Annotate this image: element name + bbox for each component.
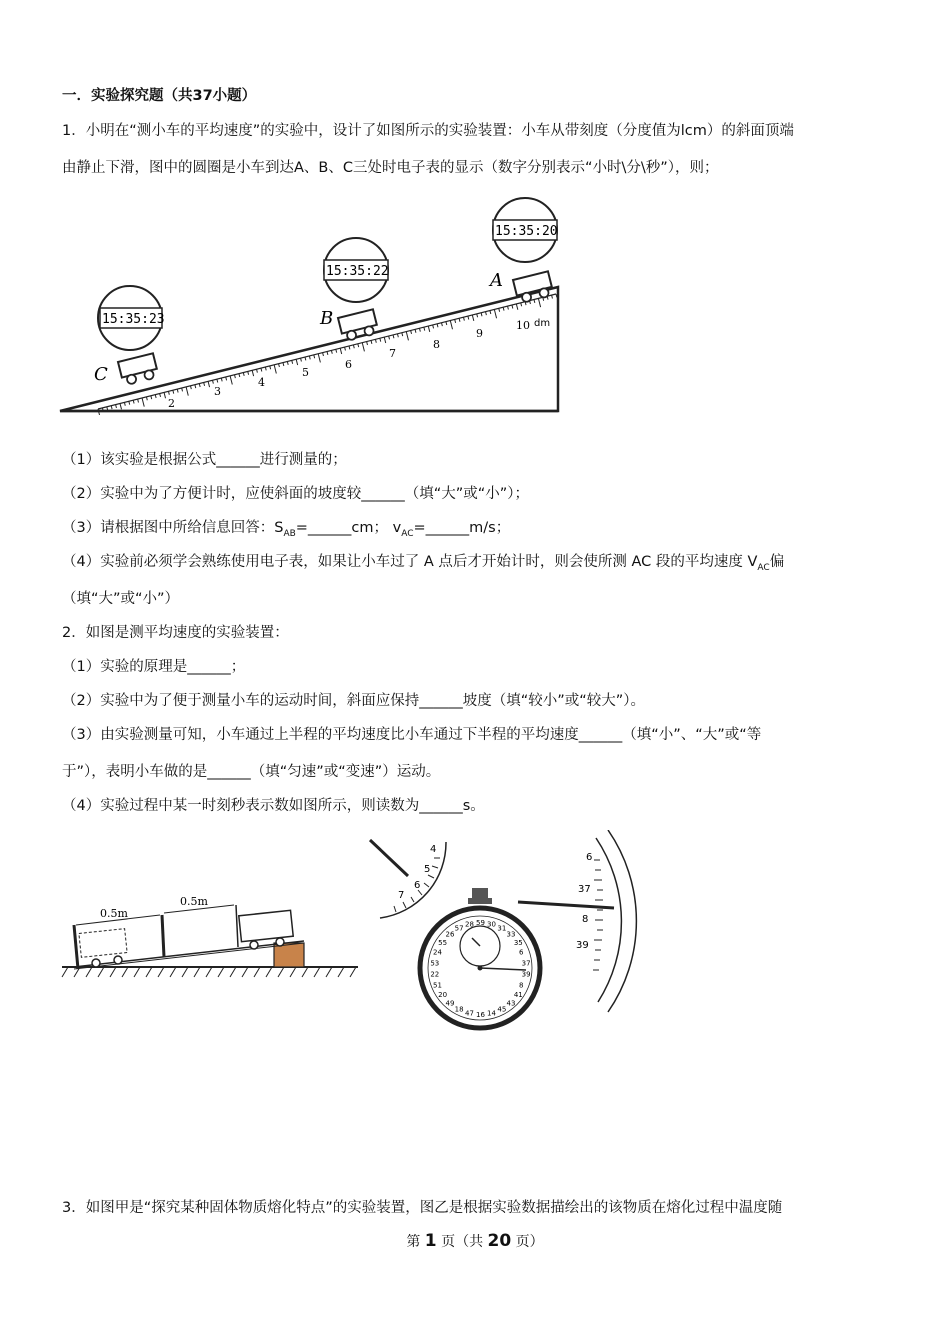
ruler-tick: [481, 313, 482, 316]
ruler-tick: [446, 322, 447, 325]
min-scale-label: 4: [430, 844, 437, 855]
ruler-tick: [556, 294, 557, 297]
q2-part3-line1: （3）由实验测量可知，小车通过上半程的平均速度比小车通过下半程的平均速度______（填“小”、“大”或“等: [62, 727, 762, 743]
ruler-tick: [208, 381, 209, 387]
ruler-tick: [173, 390, 174, 393]
ruler-tick: [190, 386, 191, 389]
ruler-tick: [534, 300, 535, 303]
ruler-tick: [142, 398, 144, 407]
ruler-tick: [490, 311, 491, 314]
clock-c-reading: 15:35:23: [102, 312, 165, 327]
min-scale-label: 6: [414, 880, 421, 891]
tick-label: 9: [476, 327, 483, 340]
distance-label-1: 0.5m: [100, 907, 128, 920]
tick-label: 8: [433, 338, 440, 351]
ruler-tick: [213, 380, 214, 383]
ruler-tick: [287, 361, 288, 364]
ruler-tick: [235, 375, 236, 378]
ruler-tick: [380, 338, 381, 341]
ruler-tick: [459, 318, 460, 321]
dial-label: 28: [464, 920, 474, 929]
ruler-tick: [160, 394, 161, 397]
ruler-tick: [111, 406, 112, 409]
tick-label: 3: [214, 385, 221, 398]
dial-label: 39: [521, 970, 531, 979]
ruler-tick: [168, 391, 169, 394]
ruler-tick: [270, 366, 271, 369]
ruler-tick: [243, 373, 244, 376]
ruler-tick: [424, 327, 425, 330]
dial-label: 49: [445, 999, 455, 1008]
ruler-tick: [204, 382, 205, 385]
sec-scale-label: 6: [586, 852, 593, 863]
ruler-tick: [336, 349, 337, 352]
ruler-tick: [120, 403, 121, 409]
ruler-tick: [411, 330, 412, 333]
ruler-tick: [107, 407, 108, 410]
ruler-tick: [419, 328, 420, 331]
ruler-tick: [327, 352, 328, 355]
ruler-tick: [133, 400, 134, 403]
ruler-tick: [503, 307, 504, 310]
tick-label: 4: [258, 376, 265, 389]
ruler-tick: [340, 348, 341, 354]
ruler-tick: [164, 392, 165, 398]
dial-label: 30: [487, 920, 496, 929]
q3-stem: 3．如图甲是“探究某种固体物质熔化特点”的实验装置，图乙是根据实验数据描绘出的该物质在熔化过程中温度随: [62, 1200, 783, 1216]
ruler-tick: [375, 339, 376, 342]
ruler-tick: [362, 343, 364, 352]
dial-label: 16: [476, 1011, 485, 1019]
ruler-tick: [472, 315, 473, 321]
ruler-tick: [221, 378, 222, 381]
ruler-tick: [433, 325, 434, 328]
ruler-tick: [274, 365, 276, 374]
ruler-tick: [309, 356, 310, 359]
ruler-tick: [177, 389, 178, 392]
q2-part4: （4）实验过程中某一时刻秒表示数如图所示，则读数为______s。: [62, 798, 485, 814]
ruler-tick: [397, 334, 398, 337]
q1-part1: （1）该实验是根据公式______进行测量的；: [62, 452, 347, 468]
dial-label: 31: [497, 924, 507, 933]
ruler-tick: [283, 363, 284, 366]
ruler-tick: [349, 346, 350, 349]
label-a: A: [490, 270, 503, 291]
ruler-tick: [248, 371, 249, 374]
sec-scale-label: 37: [578, 884, 591, 895]
ruler-tick: [450, 321, 452, 330]
unit-label: dm: [534, 318, 551, 329]
ruler-tick: [477, 314, 478, 317]
ruler-tick: [318, 354, 320, 363]
tick-label: 5: [302, 366, 309, 379]
ruler-tick: [257, 369, 258, 372]
dial-label: 41: [513, 991, 523, 1000]
ruler-tick: [393, 335, 394, 338]
q1-part4-line2: （填“大”或“小”）: [62, 591, 180, 607]
dial-label: 6: [519, 948, 524, 957]
dial-label: 43: [506, 999, 516, 1008]
sec-scale-label: 8: [582, 914, 589, 925]
q2-part2: （2）实验中为了便于测量小车的运动时间，斜面应保持______坡度（填“较小”或“较大”）。: [62, 693, 646, 709]
tick-label: 2: [168, 397, 175, 410]
top-car: [239, 910, 293, 941]
car-c: [118, 353, 159, 385]
ruler-tick: [182, 388, 183, 391]
tick-label: 10: [516, 319, 530, 332]
ruler-tick: [279, 364, 280, 367]
ruler-tick: [367, 342, 368, 345]
ruler-tick: [155, 395, 156, 398]
ruler-tick: [138, 399, 139, 402]
q2-part3-line2: 于”），表明小车做的是______（填“匀速”或“变速”）运动。: [62, 764, 441, 780]
distance-label-2: 0.5m: [180, 895, 208, 908]
clock-a-reading: 15:35:20: [495, 224, 558, 239]
sec-scale-label: 39: [576, 940, 589, 951]
ruler-tick: [353, 345, 354, 348]
ruler-tick: [486, 312, 487, 315]
ruler-tick: [301, 358, 302, 361]
ruler-tick: [116, 405, 117, 408]
ruler-tick: [345, 347, 346, 350]
ruler-tick: [516, 304, 517, 310]
ruler-tick: [402, 333, 403, 336]
dial-label: 37: [521, 959, 531, 968]
ruler-tick: [217, 379, 218, 382]
q1-stem-line2: 由静止下滑，图中的圆圈是小车到达A、B、C三处时电子表的显示（数字分别表示“小时\分\秒”），则；: [62, 160, 719, 176]
dial-label: 45: [497, 1005, 507, 1014]
ruler-tick: [186, 387, 188, 396]
dial-label: 8: [519, 981, 524, 990]
dial-label: 22: [430, 970, 440, 979]
ruler-tick: [230, 376, 232, 385]
clock-b-reading: 15:35:22: [326, 264, 389, 279]
page-footer: 第 1 页（共 20 页）: [406, 1231, 544, 1251]
ruler-tick: [296, 359, 297, 365]
ruler-tick: [384, 337, 385, 343]
tick-label: 7: [389, 347, 396, 360]
ruler-tick: [124, 402, 125, 405]
ruler-tick: [314, 355, 315, 358]
dial-label: 55: [438, 938, 448, 947]
ruler-tick: [538, 298, 540, 307]
ruler-tick: [331, 350, 332, 353]
ruler-tick: [323, 353, 324, 356]
dial-label: 14: [487, 1009, 496, 1018]
q2-part1: （1）实验的原理是______；: [62, 659, 246, 675]
ruler-tick: [151, 396, 152, 399]
ruler-tick: [521, 303, 522, 306]
ruler-tick: [199, 384, 200, 387]
ruler-tick: [389, 336, 390, 339]
ruler-tick: [406, 332, 408, 341]
ruler-tick: [129, 401, 130, 404]
label-b: B: [320, 308, 334, 329]
ruler-tick: [468, 316, 469, 319]
q1-stem-line1: 1．小明在“测小车的平均速度”的实验中，设计了如图所示的实验装置：小车从带刻度（分度值为lcm）的斜面顶端: [62, 123, 794, 139]
dial-label: 47: [464, 1009, 474, 1018]
q1-part2: （2）实验中为了方便计时，应使斜面的坡度较______（填“大”或“小”）；: [62, 486, 530, 502]
wood-block: [274, 943, 304, 967]
dial-label: 57: [454, 924, 464, 933]
dial-label: 35: [513, 938, 523, 947]
ruler-tick: [455, 319, 456, 322]
ruler-tick: [442, 323, 443, 326]
ruler-tick: [146, 397, 147, 400]
dial-label: 24: [432, 948, 442, 957]
min-scale-label: 5: [424, 864, 431, 875]
ruler-tick: [265, 367, 266, 370]
ruler-tick: [552, 295, 553, 298]
label-c: C: [94, 364, 108, 385]
dial-label: 53: [430, 959, 440, 968]
dial-label: 18: [454, 1005, 464, 1014]
ruler-tick: [464, 317, 465, 320]
dial-label: 26: [445, 930, 455, 939]
ruler-tick: [512, 305, 513, 308]
q1-part3: （3）请根据图中所给信息回答：$S_{AB}=\_\_\_\_\_\_cm$； $v_{AC}=\_\_\_\_\_\_m/s$；: [62, 520, 511, 539]
ruler-tick: [415, 329, 416, 332]
ruler-tick: [195, 385, 196, 388]
q2-stem: 2．如图是测平均速度的实验装置：: [62, 625, 289, 641]
q1-incline-figure: [58, 190, 563, 415]
dial-label: 59: [476, 919, 485, 927]
q2-incline-figure: [58, 885, 363, 985]
ruler-tick: [499, 308, 500, 311]
dial-label: 51: [432, 981, 442, 990]
ruler-tick: [239, 374, 240, 377]
ruler-tick: [226, 377, 227, 380]
tick-label: 6: [345, 358, 352, 371]
ruler-tick: [494, 309, 496, 318]
section-title: 一．实验探究题（共37小题）: [62, 88, 257, 104]
ruler-tick: [292, 360, 293, 363]
q1-part4: （4）实验前必须学会熟练使用电子表，如果让小车过了 A 点后才开始计时，则会使所测 AC 段的平均速度 $V_{AC}$偏: [62, 554, 785, 573]
ruler-tick: [358, 344, 359, 347]
dial-label: 33: [506, 930, 516, 939]
ruler-tick: [252, 370, 253, 376]
ruler-tick: [428, 326, 429, 332]
dial-label: 20: [438, 991, 448, 1000]
ruler-tick: [261, 368, 262, 371]
ruler-tick: [437, 324, 438, 327]
min-scale-label: 7: [398, 890, 405, 901]
ruler-tick: [305, 357, 306, 360]
q2-stopwatch-figure: [368, 830, 640, 1035]
ruler-tick: [371, 340, 372, 343]
ruler-tick: [508, 306, 509, 309]
